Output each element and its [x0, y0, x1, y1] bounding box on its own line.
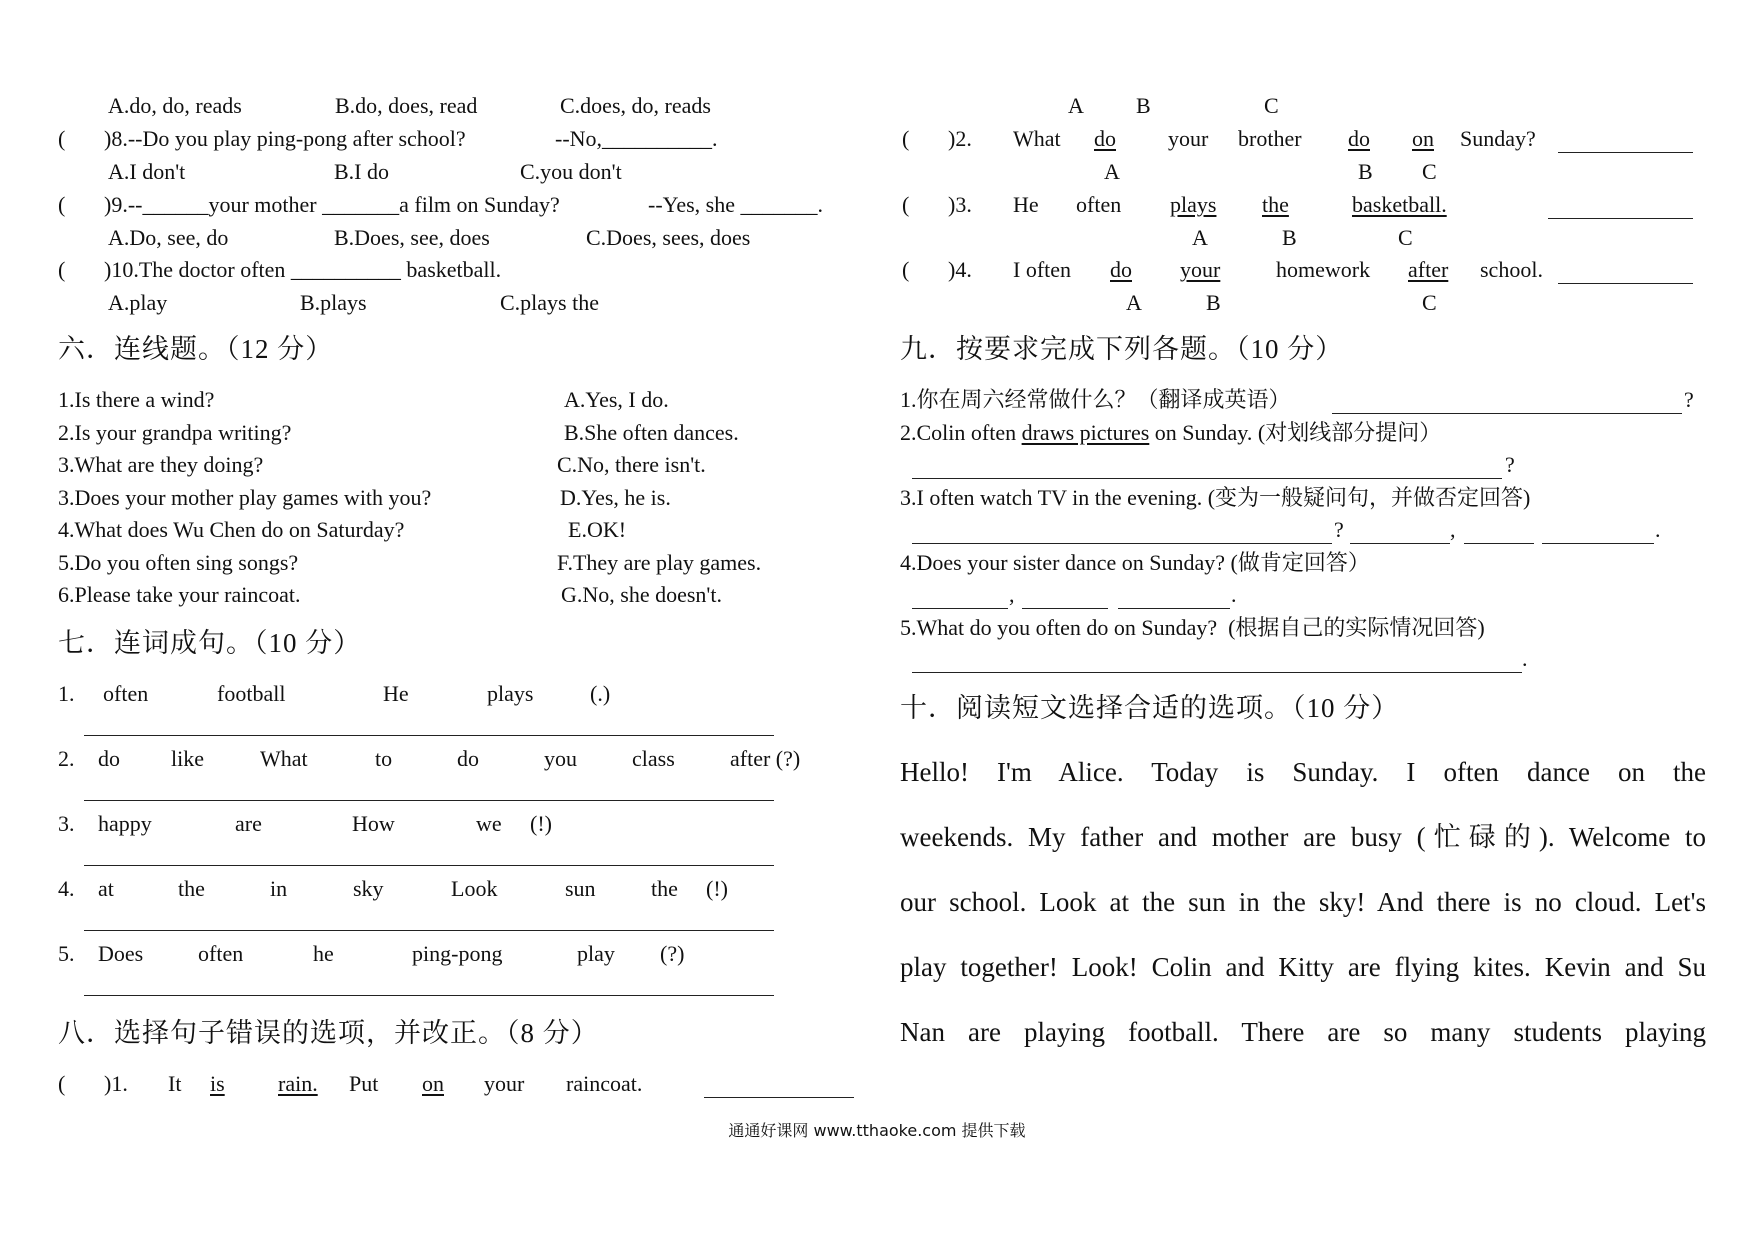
answer-line [84, 735, 774, 736]
reorder-word: (.) [590, 681, 611, 706]
reorder-word: often [103, 681, 149, 706]
answer-line [912, 478, 1502, 479]
q4-word-underlined: after [1408, 257, 1449, 282]
q10-question: )10.The doctor often __________ basketball. [104, 257, 502, 282]
answer-line [1332, 413, 1682, 414]
reorder-word: He [383, 681, 409, 706]
answer-line [1558, 283, 1693, 284]
q2-word: Sunday? [1460, 126, 1536, 151]
reorder-word: often [198, 941, 244, 966]
section10-title: 十．阅读短文选择合适的选项。（10 分） [900, 693, 1400, 723]
reorder-word: to [375, 746, 393, 771]
answer-line [1464, 543, 1534, 544]
q2-num: )2. [948, 126, 972, 151]
answer-line [912, 672, 1522, 673]
q1-word-underlined: rain. [278, 1071, 318, 1096]
reorder-word: the [178, 876, 205, 901]
s9-q2-end: ? [1505, 452, 1515, 477]
section9-title: 九．按要求完成下列各题。（10 分） [900, 334, 1344, 364]
s9-q3: 3.I often watch TV in the evening. (变为一般疑问句，并做否定回答) [900, 485, 1531, 510]
reorder-num: 2. [58, 746, 75, 771]
q3-word: He [1013, 192, 1039, 217]
q9-option-b: B.Does, see, does [334, 225, 490, 250]
q1-word: It [168, 1071, 182, 1096]
reorder-num: 1. [58, 681, 75, 706]
passage-line-3: our school. Look at the sun in the sky! And there is no cloud. Let's [900, 887, 1706, 917]
reorder-word: class [632, 746, 675, 771]
match-answer: B.She often dances. [564, 420, 739, 445]
q1-word-underlined: is [210, 1071, 225, 1096]
reorder-word: Does [98, 941, 144, 966]
answer-line [1350, 543, 1450, 544]
reorder-word: football [217, 681, 286, 706]
match-question: 4.What does Wu Chen do on Saturday? [58, 517, 405, 542]
reorder-word: you [544, 746, 577, 771]
q2-word-underlined: on [1412, 126, 1434, 151]
answer-line [1558, 152, 1693, 153]
q9-paren: ( [58, 192, 66, 217]
q7-option-c: C.does, do, reads [560, 93, 711, 118]
q2-word-underlined: do [1094, 126, 1116, 151]
option-label: A [1068, 93, 1084, 118]
reorder-word: play [577, 941, 615, 966]
reorder-num: 5. [58, 941, 75, 966]
reorder-word: plays [487, 681, 534, 706]
option-label: A [1126, 290, 1142, 315]
q10-option-a: A.play [108, 290, 168, 315]
s9-q2-underlined: draws pictures [1021, 420, 1150, 445]
q2-word: brother [1238, 126, 1302, 151]
reorder-word: sky [353, 876, 384, 901]
q2-word: your [1168, 126, 1209, 151]
q4-word: homework [1276, 257, 1371, 282]
reorder-word: ping-pong [412, 941, 503, 966]
reorder-word: the [651, 876, 678, 901]
reorder-num: 3. [58, 811, 75, 836]
q3-paren: ( [902, 192, 910, 217]
s9-q5-end: . [1522, 646, 1528, 671]
reorder-word: are [235, 811, 262, 836]
match-question: 3.What are they doing? [58, 452, 264, 477]
s9-q2: 2.Colin often draws pictures on Sunday. (对划线部分提问） [900, 420, 1442, 445]
q3-word: often [1076, 192, 1122, 217]
q9-question: )9.--______your mother _______a film on Sunday? [104, 192, 560, 217]
match-answer: G.No, she doesn't. [561, 582, 723, 607]
s9-q3-mark: ? [1334, 517, 1344, 542]
reorder-num: 4. [58, 876, 75, 901]
answer-line [912, 543, 1332, 544]
option-label: A [1192, 225, 1208, 250]
q4-word-underlined: your [1180, 257, 1221, 282]
s9-q1: 1.你在周六经常做什么？（翻译成英语） [900, 387, 1291, 412]
q9-answer: --Yes, she _______. [648, 192, 823, 217]
reorder-word: (?) [660, 941, 685, 966]
s9-q3-mark: . [1655, 517, 1661, 542]
match-answer: C.No, there isn't. [557, 452, 706, 477]
option-label: B [1206, 290, 1221, 315]
section6-title: 六．连线题。（12 分） [58, 334, 334, 364]
q8-option-b: B.I do [334, 159, 389, 184]
reorder-word: (!) [530, 811, 552, 836]
q4-word-underlined: do [1110, 257, 1132, 282]
reorder-word: we [476, 811, 502, 836]
answer-line [1118, 608, 1230, 609]
reorder-word: at [98, 876, 114, 901]
match-question: 5.Do you often sing songs? [58, 550, 299, 575]
answer-line [84, 865, 774, 866]
reorder-word: do [457, 746, 479, 771]
answer-line [84, 930, 774, 931]
q1-paren: ( [58, 1071, 66, 1096]
reorder-word: How [352, 811, 395, 836]
q8-answer: --No,__________. [555, 126, 718, 151]
s9-q4-mark: . [1231, 582, 1237, 607]
answer-line [84, 800, 774, 801]
passage-line-2: weekends. My father and mother are busy (忙碌的). Welcome to [900, 822, 1706, 852]
q9-option-c: C.Does, sees, does [586, 225, 751, 250]
q2-word-underlined: do [1348, 126, 1370, 151]
q4-word: I often [1013, 257, 1072, 282]
option-label: B [1358, 159, 1373, 184]
q9-option-a: A.Do, see, do [108, 225, 229, 250]
match-answer: D.Yes, he is. [560, 485, 671, 510]
q2-word: What [1013, 126, 1061, 151]
q10-paren: ( [58, 257, 66, 282]
q3-num: )3. [948, 192, 972, 217]
s9-q3-mark: , [1450, 517, 1456, 542]
passage-line-1: Hello! I'm Alice. Today is Sunday. I often dance on the [900, 757, 1706, 787]
q1-word: Put [349, 1071, 379, 1096]
option-label: B [1282, 225, 1297, 250]
q7-option-b: B.do, does, read [335, 93, 478, 118]
s9-q5: 5.What do you often do on Sunday? (根据自己的实际情况回答) [900, 615, 1485, 640]
s9-q1-end: ? [1684, 387, 1694, 412]
q1-word: raincoat. [566, 1071, 643, 1096]
section7-title: 七．连词成句。（10 分） [58, 628, 362, 658]
reorder-word: What [260, 746, 308, 771]
q8-paren: ( [58, 126, 66, 151]
q1-num: )1. [104, 1071, 128, 1096]
reorder-word: after (?) [730, 746, 801, 771]
option-label: C [1422, 159, 1437, 184]
passage-line-4: play together! Look! Colin and Kitty are flying kites. Kevin and Su [900, 952, 1706, 982]
section8-title: 八．选择句子错误的选项，并改正。（8 分） [58, 1018, 599, 1048]
option-label: A [1104, 159, 1120, 184]
answer-line [912, 608, 1008, 609]
q4-num: )4. [948, 257, 972, 282]
match-question: 2.Is your grandpa writing? [58, 420, 292, 445]
reorder-word: Look [451, 876, 498, 901]
q1-word: your [484, 1071, 525, 1096]
answer-line [1022, 608, 1108, 609]
q3-word-underlined: plays [1170, 192, 1217, 217]
option-label: C [1398, 225, 1413, 250]
option-label: C [1264, 93, 1279, 118]
q4-word: school. [1480, 257, 1543, 282]
reorder-word: (!) [706, 876, 728, 901]
s9-q4-mark: , [1009, 582, 1015, 607]
s9-q4: 4.Does your sister dance on Sunday? (做肯定回答） [900, 550, 1370, 575]
q10-option-c: C.plays the [500, 290, 599, 315]
reorder-word: he [313, 941, 334, 966]
answer-line [704, 1097, 854, 1098]
q4-paren: ( [902, 257, 910, 282]
option-label: B [1136, 93, 1151, 118]
q10-option-b: B.plays [300, 290, 367, 315]
q2-paren: ( [902, 126, 910, 151]
match-answer: F.They are play games. [557, 550, 762, 575]
q8-option-a: A.I don't [108, 159, 186, 184]
answer-line [84, 995, 774, 996]
match-answer: E.OK! [568, 517, 627, 542]
answer-line [1542, 543, 1654, 544]
match-answer: A.Yes, I do. [564, 387, 669, 412]
footer-watermark: 通通好课网 www.tthaoke.com 提供下载 [728, 1121, 1026, 1140]
match-question: 6.Please take your raincoat. [58, 582, 301, 607]
answer-line [1548, 218, 1693, 219]
passage-line-5: Nan are playing football. There are so many students playing [900, 1017, 1706, 1047]
match-question: 3.Does your mother play games with you? [58, 485, 432, 510]
reorder-word: happy [98, 811, 152, 836]
reorder-word: like [171, 746, 204, 771]
q8-question: )8.--Do you play ping-pong after school? [104, 126, 466, 151]
reorder-word: sun [565, 876, 596, 901]
q1-word-underlined: on [422, 1071, 444, 1096]
q7-option-a: A.do, do, reads [108, 93, 242, 118]
reorder-word: do [98, 746, 120, 771]
reorder-word: in [270, 876, 288, 901]
option-label: C [1422, 290, 1437, 315]
q8-option-c: C.you don't [520, 159, 622, 184]
q3-word-underlined: the [1262, 192, 1289, 217]
q3-word-underlined: basketball. [1352, 192, 1447, 217]
match-question: 1.Is there a wind? [58, 387, 215, 412]
